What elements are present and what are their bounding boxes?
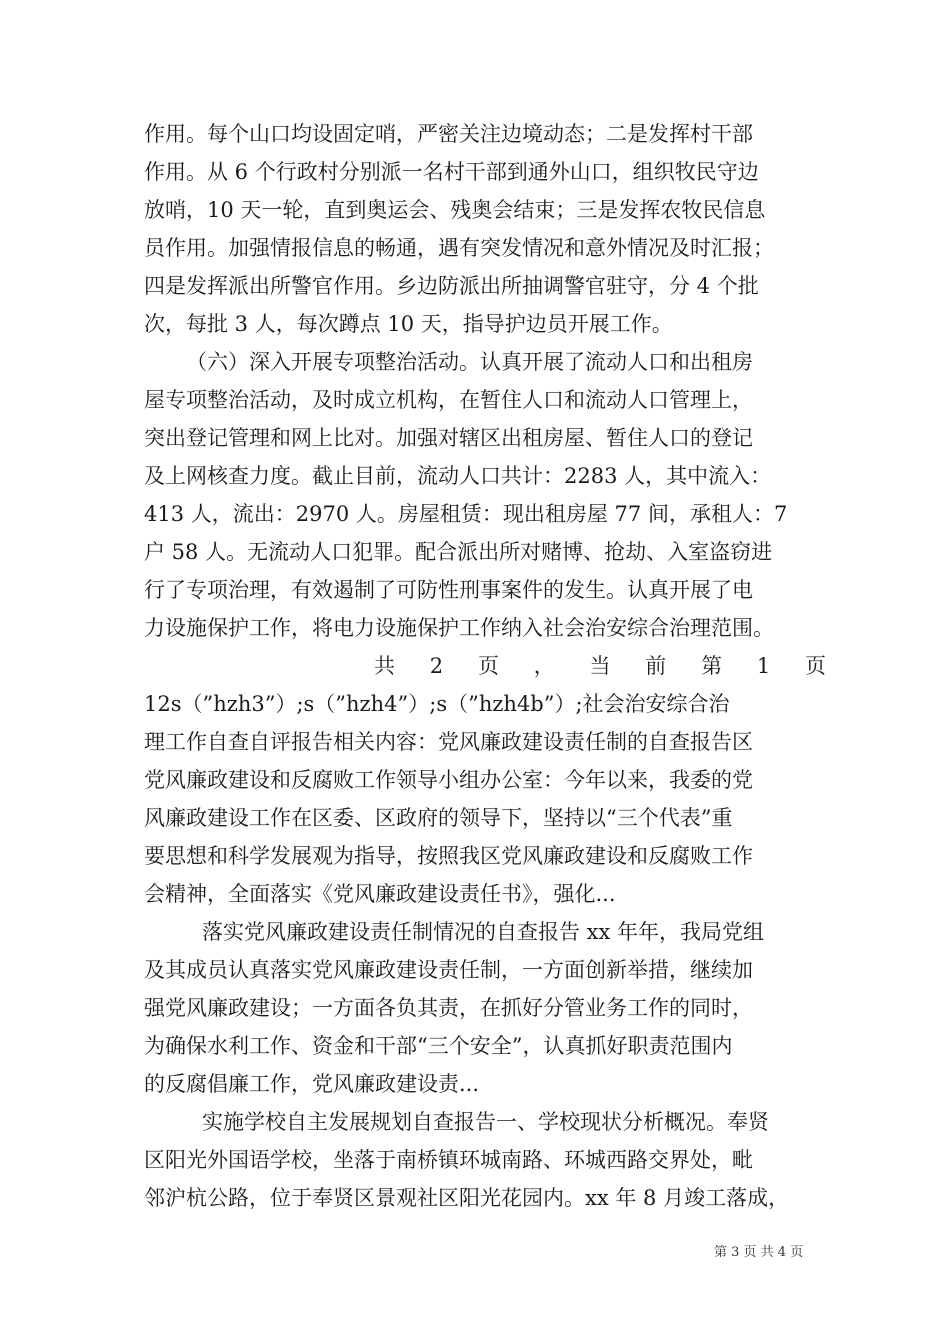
page-info-token: 第 [701,654,723,678]
paragraph-start-line: 落实党风廉政建设责任制情况的自查报告 xx 年年，我局党组 [202,920,765,944]
text-line: 行了专项治理，有效遏制了可防性刑事案件的发生。认真开展了电 [144,578,753,602]
text-line: 413 人，流出：2970 人。房屋租赁：现出租房屋 77 间，承租人：7 [144,502,788,526]
text-line: 风廉政建设工作在区委、区政府的领导下，坚持以“三个代表”重 [144,806,733,830]
text-line: 及上网核查力度。截止目前，流动人口共计：2283 人，其中流入： [144,464,772,488]
text-line: 力设施保护工作，将电力设施保护工作纳入社会治安综合治理范围。 [144,616,774,640]
page-info-token: 前 [645,654,667,678]
text-line: 屋专项整治活动，及时成立机构，在暂住人口和流动人口管理上， [144,388,753,412]
text-line: 党风廉政建设和反腐败工作领导小组办公室：今年以来，我委的党 [144,768,753,792]
text-line: 及其成员认真落实党风廉政建设责任制，一方面创新举措，继续加 [144,958,753,982]
text-line: 为确保水利工作、资金和干部“三个安全”，认真抓好职责范围内 [144,1034,733,1058]
text-line: 作用。从 6 个行政村分别派一名村干部到通外山口，组织牧民守边 [144,160,759,184]
text-line: 12s（”hzh3”）;s（”hzh4”）;s（”hzh4b”）;社会治安综合治 [144,692,730,716]
text-line: 理工作自查自评报告相关内容：党风廉政建设责任制的自查报告区 [144,730,753,754]
page-info-token: 共 [374,654,395,678]
text-line: 邻沪杭公路，位于奉贤区景观社区阳光花园内。xx 年 8 月竣工落成， [144,1186,790,1210]
text-line: 突出登记管理和网上比对。加强对辖区出租房屋、暂住人口的登记 [144,426,753,450]
paragraph-start-line: （六）深入开展专项整治活动。认真开展了流动人口和出租房 [186,350,753,374]
text-line: 放哨，10 天一轮，直到奥运会、残奥会结束；三是发挥农牧民信息 [144,198,766,222]
page-info-token: 页 [805,654,826,678]
text-line: 的反腐倡廉工作，党风廉政建设责... [144,1072,480,1096]
page-info-token: 1 [756,654,771,678]
page-info-token: 当 [589,654,611,678]
page-info-token: 页 [477,654,499,678]
text-line: 强党风廉政建设；一方面各负其责，在抓好分管业务工作的同时， [144,996,753,1020]
text-line: 次，每批 3 人，每次蹲点 10 天，指导护边员开展工作。 [144,312,673,336]
text-line: 四是发挥派出所警官作用。乡边防派出所抽调警官驻守，分 4 个批 [144,274,759,298]
paragraph-start-line: 实施学校自主发展规划自查报告一、学校现状分析概况。奉贤 [202,1110,769,1134]
text-line: 员作用。加强情报信息的畅通，遇有突发情况和意外情况及时汇报； [144,236,774,260]
page-info-token: 2 [429,654,444,678]
text-line: 会精神，全面落实《党风廉政建设责任书》，强化... [144,882,616,906]
text-line: 区阳光外国语学校，坐落于南桥镇环城南路、环城西路交界处，毗 [144,1148,753,1172]
text-line: 户 58 人。无流动人口犯罪。配合派出所对赌博、抢劫、入室盗窃进 [144,540,773,564]
page-info-line [374,647,826,685]
page-info-token: ， [533,654,555,678]
text-line: 要思想和科学发展观为指导，按照我区党风廉政建设和反腐败工作 [144,844,753,868]
text-line: 作用。每个山口均设固定哨，严密关注边境动态；二是发挥村干部 [144,122,753,146]
page-footer: 第 3 页 共 4 页 [714,1245,804,1260]
